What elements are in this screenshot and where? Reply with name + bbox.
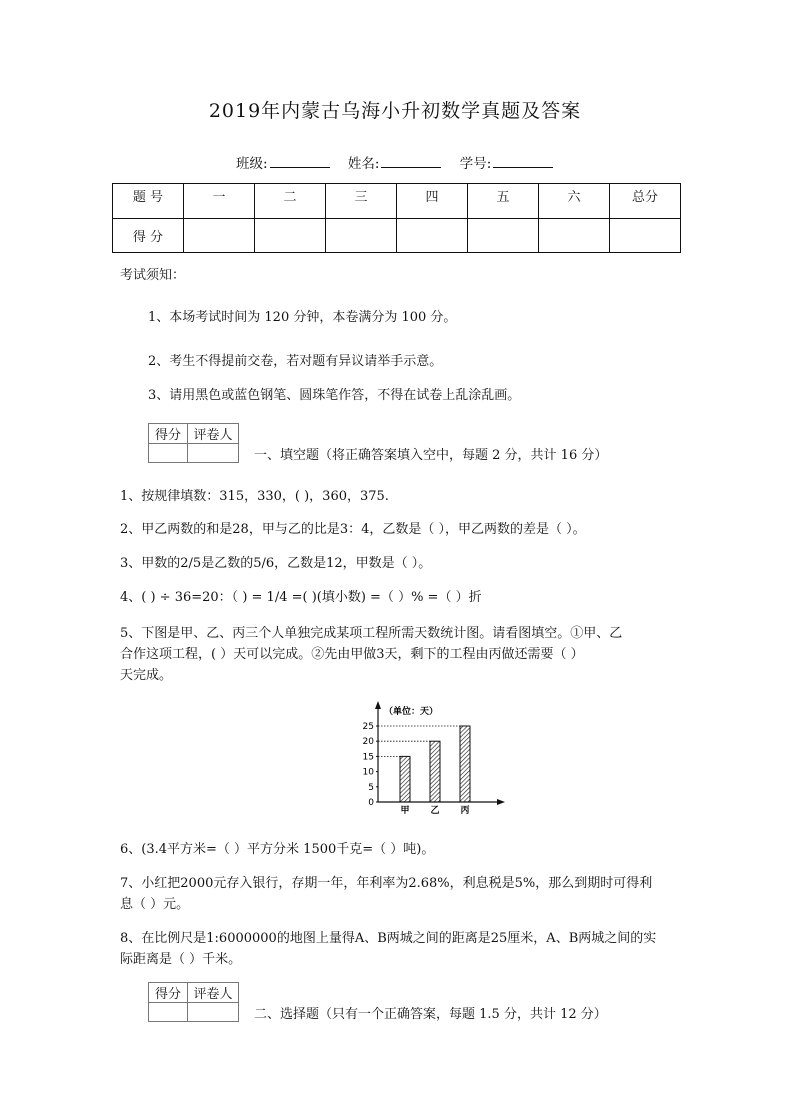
question-6: 6、(3.4平方米=（ ）平方分米 1500千克=（ ）吨)。	[120, 842, 435, 857]
y-tick-label: 0	[368, 798, 374, 808]
grade-box-section-2	[148, 982, 239, 1022]
header-cell: 三	[326, 184, 397, 219]
y-tick-label: 20	[362, 737, 374, 748]
question-2: 2、甲乙两数的和是28，甲与乙的比是3：4，乙数是（ ），甲乙两数的差是（ ）。	[120, 522, 586, 537]
score-cell[interactable]	[539, 219, 610, 253]
notice-item: 2、考生不得提前交卷，若对题有异议请举手示意。	[148, 354, 443, 369]
chart-title: （单位：天）	[384, 707, 439, 717]
id-label: 学号:	[459, 156, 492, 172]
grade-box-grader-label: 评卷人	[188, 983, 239, 1003]
grade-box-score-cell[interactable]	[149, 444, 188, 463]
header-cell: 二	[255, 184, 326, 219]
y-tick-label: 15	[362, 752, 374, 763]
name-blank[interactable]	[381, 155, 441, 168]
page-title: 2019年内蒙古乌海小升初数学真题及答案	[208, 100, 582, 122]
grade-box-grader-cell[interactable]	[188, 1003, 239, 1022]
notice-heading: 考试须知：	[120, 268, 186, 283]
days-bar-chart	[340, 696, 510, 820]
header-cell: 六	[539, 184, 610, 219]
student-info	[236, 152, 567, 172]
question-8-line-1: 8、在比例尺是1:6000000的地图上量得A、B两城之间的距离是25厘米，A、B两城之间的实	[120, 931, 657, 946]
score-row-label: 得 分	[113, 219, 184, 253]
section-2-title: 二、选择题（只有一个正确答案，每题 1.5 分，共计 12 分）	[254, 1007, 607, 1022]
y-axis-arrow	[375, 701, 381, 709]
score-cell[interactable]	[610, 219, 681, 253]
header-cell: 四	[397, 184, 468, 219]
header-cell: 总分	[610, 184, 681, 219]
question-8-line-2: 际距离是（ ）千米。	[120, 952, 242, 967]
score-table-header-row	[113, 184, 681, 219]
header-cell: 五	[468, 184, 539, 219]
grade-box-score-cell[interactable]	[149, 1003, 188, 1022]
class-label: 班级:	[236, 156, 268, 172]
y-tick-label: 5	[368, 782, 374, 793]
score-cell[interactable]	[326, 219, 397, 253]
score-cell[interactable]	[184, 219, 255, 253]
score-cell[interactable]	[468, 219, 539, 253]
question-4: 4、( ) ÷ 36=20：（ ) = 1/4 =( )(填小数) =（ ）% =（ ）折	[120, 590, 482, 605]
section-1-title: 一、填空题（将正确答案填入空中，每题 2 分，共计 16 分）	[254, 448, 608, 463]
notice-item: 1、本场考试时间为 120 分钟，本卷满分为 100 分。	[148, 310, 457, 325]
question-7-line-2: 息（ ）元。	[120, 897, 190, 912]
grade-box-grader-cell[interactable]	[188, 444, 239, 463]
y-tick-label: 10	[362, 767, 374, 778]
grade-box-score-label: 得分	[149, 983, 188, 1003]
notice-item: 3、请用黑色或蓝色钢笔、圆珠笔作答，不得在试卷上乱涂乱画。	[148, 388, 521, 403]
bar	[460, 726, 470, 802]
header-cell: 题 号	[113, 184, 184, 219]
bar	[400, 756, 410, 802]
grade-box-score-label: 得分	[149, 424, 188, 444]
score-table-score-row	[113, 219, 681, 253]
grade-box-grader-label: 评卷人	[188, 424, 239, 444]
x-tick-label: 乙	[430, 806, 440, 816]
question-5-line-2: 合作这项工程，( ）天可以完成。②先由甲做3天，剩下的工程由丙做还需要（ ）	[120, 647, 584, 662]
header-cell: 一	[184, 184, 255, 219]
question-1: 1、按规律填数：315，330，( )，360，375.	[120, 489, 389, 504]
name-label: 姓名:	[347, 156, 380, 172]
score-cell[interactable]	[397, 219, 468, 253]
score-table	[112, 183, 681, 253]
x-tick-label: 丙	[460, 806, 470, 816]
bar	[430, 741, 440, 802]
question-7-line-1: 7、小红把2000元存入银行，存期一年，年利率为2.68%，利息税是5%，那么到期时可得利	[120, 876, 653, 891]
class-blank[interactable]	[270, 155, 330, 168]
question-3: 3、甲数的2/5是乙数的5/6，乙数是12，甲数是（ ）。	[120, 556, 432, 571]
score-cell[interactable]	[255, 219, 326, 253]
id-blank[interactable]	[493, 155, 553, 168]
grade-box-section-1	[148, 423, 239, 463]
question-5-line-1: 5、下图是甲、乙、丙三个人单独完成某项工程所需天数统计图。请看图填空。①甲、乙	[120, 626, 623, 641]
x-tick-label: 甲	[400, 806, 410, 816]
x-axis-arrow	[497, 799, 505, 805]
question-5-line-3: 天完成。	[120, 668, 173, 683]
y-tick-label: 25	[362, 722, 374, 732]
